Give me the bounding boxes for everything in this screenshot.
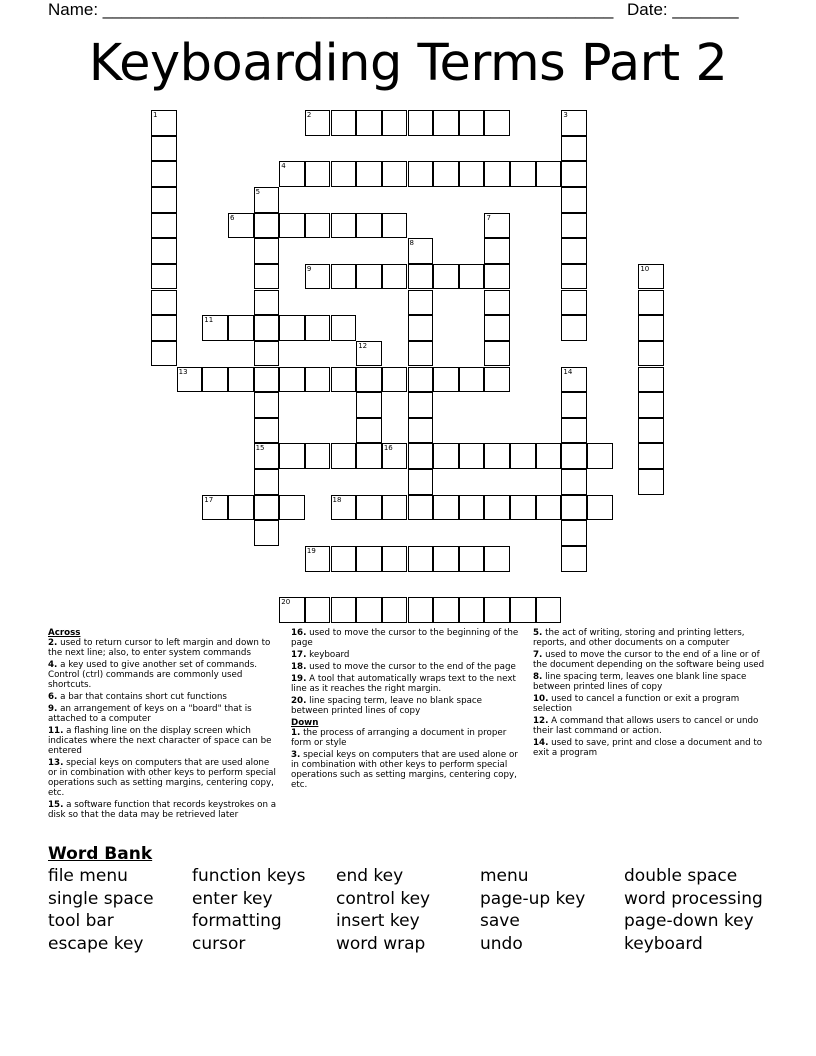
clue-number: 20: [281, 598, 291, 607]
clue-number: 18.: [291, 662, 307, 672]
grid-cell[interactable]: [305, 110, 331, 136]
grid-cell[interactable]: [433, 443, 459, 469]
clue-number: 17: [204, 495, 214, 504]
grid-cell[interactable]: [561, 443, 587, 469]
grid-cell[interactable]: [356, 367, 382, 393]
grid-cell[interactable]: [484, 290, 510, 316]
clue-text: special keys on computers that are used alone or in combination with other keys to perform special operations such as setting margins, centering copy, etc.: [48, 758, 276, 798]
grid-cell[interactable]: [331, 367, 357, 393]
grid-cell[interactable]: [433, 597, 459, 623]
clue-text: special keys on computers that are used alone or in combination with other keys to perform special operations such as setting margins, centering copy, etc.: [291, 750, 518, 790]
grid-cell[interactable]: [561, 392, 587, 418]
clue-number: 13: [178, 367, 188, 376]
grid-cell[interactable]: [536, 597, 562, 623]
grid-cell[interactable]: [254, 238, 280, 264]
word-bank-item: function keys: [192, 866, 306, 886]
grid-cell[interactable]: [408, 161, 434, 187]
clue-item: [291, 628, 521, 648]
grid-cell[interactable]: [305, 264, 331, 290]
clue-item: [291, 662, 521, 672]
clue-item: [48, 726, 278, 756]
grid-cell[interactable]: [484, 213, 510, 239]
grid-cell[interactable]: [279, 213, 305, 239]
clue-text: a key used to give another set of commands. Control (ctrl) commands are commonly used shortcuts.: [48, 660, 258, 690]
clue-number: 14.: [533, 738, 549, 748]
grid-cell[interactable]: [331, 264, 357, 290]
word-bank-item: double space: [624, 866, 738, 886]
clue-item: [533, 716, 768, 736]
grid-cell[interactable]: [254, 520, 280, 546]
grid-cell[interactable]: [279, 443, 305, 469]
grid-cell[interactable]: [561, 213, 587, 239]
grid-cell[interactable]: [254, 187, 280, 213]
grid-cell[interactable]: [279, 367, 305, 393]
grid-cell[interactable]: [151, 187, 177, 213]
grid-cell[interactable]: [408, 495, 434, 521]
clue-number: 10.: [533, 694, 549, 704]
grid-cell[interactable]: [459, 367, 485, 393]
grid-cell[interactable]: [561, 546, 587, 572]
clue-number: 11: [204, 316, 214, 325]
grid-cell[interactable]: [305, 443, 331, 469]
clue-number: 15.: [48, 800, 64, 810]
grid-cell[interactable]: [305, 213, 331, 239]
grid-cell[interactable]: [382, 213, 408, 239]
grid-cell[interactable]: [408, 110, 434, 136]
clue-item: [291, 696, 521, 716]
grid-cell[interactable]: [408, 546, 434, 572]
grid-cell[interactable]: [561, 495, 587, 521]
grid-cell[interactable]: [305, 315, 331, 341]
word-bank-item: page-up key: [480, 888, 586, 909]
grid-cell[interactable]: [331, 597, 357, 623]
clue-text: used to save, print and close a document and to exit a program: [533, 738, 763, 758]
grid-cell[interactable]: [305, 161, 331, 187]
grid-cell[interactable]: [510, 443, 536, 469]
grid-cell[interactable]: [408, 264, 434, 290]
word-bank-item: menu: [480, 866, 529, 886]
grid-cell[interactable]: [561, 520, 587, 546]
grid-cell[interactable]: [331, 315, 357, 341]
word-bank-item: save: [480, 911, 520, 932]
clue-number: 12.: [533, 716, 549, 726]
grid-cell[interactable]: [382, 495, 408, 521]
across-heading: Across: [48, 628, 81, 638]
grid-cell[interactable]: [561, 367, 587, 393]
clue-number: 16.: [291, 628, 307, 638]
grid-cell[interactable]: [331, 161, 357, 187]
grid-cell[interactable]: [408, 469, 434, 495]
grid-cell[interactable]: [433, 110, 459, 136]
grid-cell[interactable]: [331, 213, 357, 239]
word-bank-item: page-down key: [624, 911, 754, 932]
grid-cell[interactable]: [536, 443, 562, 469]
down-heading: Down: [291, 718, 319, 728]
grid-cell[interactable]: [331, 495, 357, 521]
clue-text: keyboard: [306, 650, 350, 660]
grid-cell[interactable]: [561, 187, 587, 213]
grid-cell[interactable]: [433, 264, 459, 290]
grid-cell[interactable]: [484, 161, 510, 187]
clue-number: 17.: [291, 650, 307, 660]
grid-cell[interactable]: [459, 546, 485, 572]
grid-cell[interactable]: [305, 546, 331, 572]
grid-cell[interactable]: [433, 546, 459, 572]
grid-cell[interactable]: [459, 161, 485, 187]
clue-number: 8.: [533, 672, 543, 682]
grid-cell[interactable]: [459, 443, 485, 469]
grid-cell[interactable]: [408, 392, 434, 418]
grid-cell[interactable]: [561, 418, 587, 444]
clue-item: [48, 638, 278, 658]
grid-cell[interactable]: [254, 315, 280, 341]
clue-item: [48, 758, 278, 798]
grid-cell[interactable]: [254, 443, 280, 469]
clue-number: 4: [281, 162, 286, 171]
grid-cell[interactable]: [510, 597, 536, 623]
grid-cell[interactable]: [356, 418, 382, 444]
grid-cell[interactable]: [228, 315, 254, 341]
clue-item: [533, 738, 768, 758]
clue-item: [291, 674, 521, 694]
grid-cell[interactable]: [638, 264, 664, 290]
clue-text: line spacing term, leave no blank space between printed lines of copy: [291, 696, 483, 716]
clue-number: 19.: [291, 674, 307, 684]
grid-cell[interactable]: [408, 597, 434, 623]
grid-cell[interactable]: [254, 418, 280, 444]
grid-cell[interactable]: [459, 264, 485, 290]
clues-column-3: [533, 628, 768, 760]
grid-cell[interactable]: [484, 110, 510, 136]
grid-cell[interactable]: [408, 367, 434, 393]
word-bank-item: enter key: [192, 888, 273, 909]
clue-number: 1: [153, 111, 158, 119]
grid-cell[interactable]: [279, 315, 305, 341]
grid-cell[interactable]: [151, 264, 177, 290]
word-bank-item: formatting: [192, 911, 282, 932]
word-bank-item: insert key: [336, 911, 420, 932]
clue-number: 20.: [291, 696, 307, 706]
clue-text: used to cancel a function or exit a program selection: [533, 694, 740, 714]
grid-cell[interactable]: [510, 161, 536, 187]
grid-cell[interactable]: [254, 495, 280, 521]
grid-cell[interactable]: [356, 213, 382, 239]
grid-cell[interactable]: [561, 264, 587, 290]
clue-text: A command that allows users to cancel or undo their last command or action.: [533, 716, 759, 736]
grid-cell[interactable]: [356, 161, 382, 187]
grid-cell[interactable]: [177, 367, 203, 393]
grid-cell[interactable]: [356, 443, 382, 469]
word-bank-item: cursor: [192, 934, 246, 955]
clue-text: line spacing term, leaves one blank line space between printed lines of copy: [533, 672, 747, 692]
grid-cell[interactable]: [459, 495, 485, 521]
grid-cell[interactable]: [484, 546, 510, 572]
clue-text: an arrangement of keys on a "board" that is attached to a computer: [48, 704, 252, 724]
grid-cell[interactable]: [536, 161, 562, 187]
clue-text: a software function that records keystrokes on a disk so that the data may be retrieved later: [48, 800, 277, 820]
grid-cell[interactable]: [408, 341, 434, 367]
grid-cell[interactable]: [202, 367, 228, 393]
grid-cell[interactable]: [587, 443, 613, 469]
grid-cell[interactable]: [433, 495, 459, 521]
grid-cell[interactable]: [510, 495, 536, 521]
grid-cell[interactable]: [484, 495, 510, 521]
word-bank-item: single space: [48, 888, 154, 909]
clue-text: A tool that automatically wraps text to the next line as it reaches the right margin.: [291, 674, 516, 694]
grid-cell[interactable]: [228, 213, 254, 239]
grid-cell[interactable]: [202, 495, 228, 521]
grid-cell[interactable]: [382, 546, 408, 572]
grid-cell[interactable]: [484, 341, 510, 367]
clue-number: 13.: [48, 758, 64, 768]
grid-cell[interactable]: [202, 315, 228, 341]
clue-text: the process of arranging a document in proper form or style: [291, 728, 507, 748]
grid-cell[interactable]: [305, 367, 331, 393]
grid-cell[interactable]: [638, 367, 664, 393]
grid-cell[interactable]: [254, 392, 280, 418]
grid-cell[interactable]: [408, 443, 434, 469]
grid-cell[interactable]: [356, 392, 382, 418]
grid-cell[interactable]: [254, 213, 280, 239]
word-bank-item: word processing: [624, 888, 763, 909]
grid-cell[interactable]: [356, 110, 382, 136]
grid-cell[interactable]: [151, 341, 177, 367]
clues-column-2: [291, 628, 521, 792]
grid-cell[interactable]: [279, 161, 305, 187]
clue-item: [533, 694, 768, 714]
clue-number: 19: [306, 547, 316, 556]
grid-cell[interactable]: [459, 597, 485, 623]
grid-cell[interactable]: [433, 367, 459, 393]
grid-cell[interactable]: [484, 264, 510, 290]
grid-cell[interactable]: [561, 469, 587, 495]
grid-cell[interactable]: [561, 136, 587, 162]
clue-number: 6: [229, 213, 235, 222]
clue-number: 5: [255, 187, 261, 196]
clue-number: 3: [563, 111, 568, 119]
clue-item: [48, 704, 278, 724]
clue-item: [291, 728, 521, 748]
clue-number: 18: [332, 495, 342, 504]
word-bank-title: Word Bank: [48, 844, 153, 864]
grid-cell[interactable]: [356, 495, 382, 521]
grid-cell[interactable]: [151, 238, 177, 264]
clue-number: 14: [563, 367, 573, 376]
grid-cell[interactable]: [151, 213, 177, 239]
grid-cell[interactable]: [151, 161, 177, 187]
grid-cell[interactable]: [382, 443, 408, 469]
clue-text: used to move the cursor to the end of a line or of the document depending on the software being used: [533, 650, 765, 670]
clue-number: 1.: [291, 728, 301, 738]
grid-cell[interactable]: [484, 597, 510, 623]
grid-cell[interactable]: [408, 290, 434, 316]
clue-number: 5.: [533, 628, 543, 638]
grid-cell[interactable]: [254, 367, 280, 393]
clue-item: [48, 800, 278, 820]
clue-number: 11.: [48, 726, 64, 736]
grid-cell[interactable]: [331, 443, 357, 469]
clue-text: a bar that contains short cut functions: [57, 692, 227, 702]
grid-cell[interactable]: [484, 315, 510, 341]
grid-cell[interactable]: [408, 418, 434, 444]
grid-cell[interactable]: [228, 495, 254, 521]
grid-cell[interactable]: [638, 290, 664, 316]
clue-number: 6.: [48, 692, 58, 702]
clue-text: the act of writing, storing and printing letters, reports, and other documents on a computer: [533, 628, 745, 648]
clues-column-1: [48, 628, 278, 822]
page-title: Keyboarding Terms Part 2: [88, 34, 728, 93]
grid-cell[interactable]: [561, 290, 587, 316]
grid-cell[interactable]: [638, 418, 664, 444]
clue-number: 2.: [48, 638, 58, 648]
clue-number: 3.: [291, 750, 301, 760]
grid-cell[interactable]: [331, 546, 357, 572]
grid-cell[interactable]: [484, 238, 510, 264]
clue-number: 8: [409, 239, 414, 248]
name-field[interactable]: Name: ______________________________________________________: [48, 0, 614, 19]
clue-number: 9.: [48, 704, 58, 714]
grid-cell[interactable]: [254, 469, 280, 495]
grid-cell[interactable]: [254, 290, 280, 316]
word-bank-item: control key: [336, 888, 431, 909]
grid-cell[interactable]: [587, 495, 613, 521]
grid-cell[interactable]: [638, 341, 664, 367]
grid-cell[interactable]: [356, 597, 382, 623]
grid-cell[interactable]: [638, 469, 664, 495]
clue-number: 9: [306, 264, 312, 273]
clue-item: [48, 692, 278, 702]
clue-number: 15: [255, 444, 265, 453]
grid-cell[interactable]: [254, 341, 280, 367]
grid-cell[interactable]: [638, 392, 664, 418]
grid-cell[interactable]: [638, 443, 664, 469]
grid-cell[interactable]: [561, 161, 587, 187]
grid-cell[interactable]: [305, 597, 331, 623]
clue-number: 2: [306, 111, 312, 119]
word-bank-item: file menu: [48, 866, 128, 886]
grid-cell[interactable]: [151, 315, 177, 341]
grid-cell[interactable]: [356, 341, 382, 367]
word-bank-item: tool bar: [48, 911, 114, 932]
clue-item: [291, 750, 521, 790]
grid-cell[interactable]: [459, 110, 485, 136]
word-bank-item: keyboard: [624, 934, 703, 955]
grid-cell[interactable]: [561, 315, 587, 341]
grid-cell[interactable]: [151, 290, 177, 316]
clue-number: 16: [383, 444, 393, 453]
grid-cell[interactable]: [356, 264, 382, 290]
grid-cell[interactable]: [382, 597, 408, 623]
grid-cell[interactable]: [151, 110, 177, 136]
grid-cell[interactable]: [228, 367, 254, 393]
word-bank-item: end key: [336, 866, 404, 886]
clue-text: used to move the cursor to the end of the page: [306, 662, 516, 672]
grid-cell[interactable]: [638, 315, 664, 341]
word-bank-item: undo: [480, 934, 523, 955]
grid-cell[interactable]: [408, 238, 434, 264]
clue-item: [533, 650, 768, 670]
grid-cell[interactable]: [382, 161, 408, 187]
grid-cell[interactable]: [356, 546, 382, 572]
clue-text: a flashing line on the display screen which indicates where the next character of space can be entered: [48, 726, 272, 756]
grid-cell[interactable]: [408, 315, 434, 341]
clue-number: 7.: [533, 650, 543, 660]
grid-cell[interactable]: [484, 443, 510, 469]
grid-cell[interactable]: [331, 110, 357, 136]
grid-cell[interactable]: [151, 136, 177, 162]
grid-cell[interactable]: [433, 161, 459, 187]
clue-text: used to move the cursor to the beginning of the page: [291, 628, 519, 648]
grid-cell[interactable]: [382, 264, 408, 290]
date-field[interactable]: Date: _______: [627, 0, 739, 19]
grid-cell[interactable]: [254, 264, 280, 290]
grid-cell[interactable]: [382, 367, 408, 393]
grid-cell[interactable]: [382, 110, 408, 136]
grid-cell[interactable]: [279, 597, 305, 623]
grid-cell[interactable]: [536, 495, 562, 521]
clue-item: [533, 628, 768, 648]
clue-number: 4.: [48, 660, 58, 670]
clue-number: 10: [640, 264, 650, 273]
clue-number: 12: [358, 341, 368, 350]
word-bank-item: escape key: [48, 934, 144, 955]
grid-cell[interactable]: [561, 238, 587, 264]
clue-number: 7: [486, 213, 491, 222]
grid-cell[interactable]: [561, 110, 587, 136]
word-bank-item: word wrap: [336, 934, 426, 955]
grid-cell[interactable]: [279, 495, 305, 521]
clue-item: [291, 650, 521, 660]
clue-item: [48, 660, 278, 690]
clue-text: used to return cursor to left margin and down to the next line; also, to enter system commands: [48, 638, 271, 658]
grid-cell[interactable]: [484, 367, 510, 393]
clue-item: [533, 672, 768, 692]
